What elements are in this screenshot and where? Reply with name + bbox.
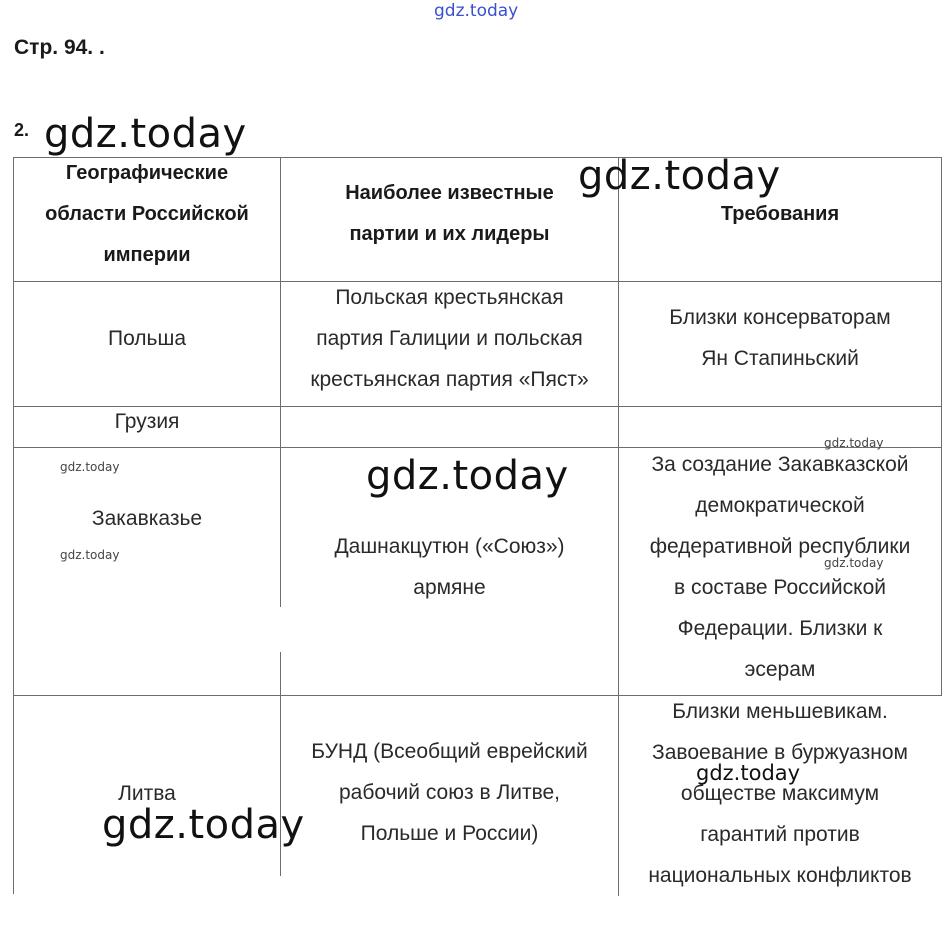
table-cell-region <box>14 317 280 359</box>
cell-line: Литва <box>118 781 176 805</box>
cell-line: Закавказье <box>91 506 203 530</box>
table-cell-parties <box>281 525 618 608</box>
header-line: Наиболее известные <box>345 182 554 204</box>
watermark: gdz.today <box>434 1 519 21</box>
page-label: Стр. 94. . <box>14 36 105 59</box>
cell-line: эсерам <box>744 658 816 681</box>
header-line: Географические <box>65 161 229 184</box>
header-line: Требования <box>720 202 840 225</box>
table-border-right <box>941 157 942 695</box>
watermark: gdz.today <box>696 761 801 785</box>
cell-line: демократической <box>695 494 865 517</box>
cell-line: федеративной республики <box>649 535 911 558</box>
task-number: 2. <box>14 120 30 140</box>
table-cell-region <box>14 400 280 442</box>
cell-line: Ян Стапиньский <box>701 346 859 370</box>
table-cell-demands <box>619 443 941 691</box>
cell-line: национальных конфликтов <box>648 864 912 887</box>
table-cell-region <box>14 497 280 539</box>
watermark: gdz.today <box>824 556 884 570</box>
table-cell-parties <box>281 730 618 854</box>
watermark: gdz.today <box>44 111 247 157</box>
cell-line: обществе максимум <box>680 782 880 805</box>
header-line: партии и их лидеры <box>349 223 550 245</box>
cell-line: Грузия <box>114 409 180 433</box>
cell-line: Близки консерваторам <box>669 305 891 329</box>
watermark: gdz.today <box>102 802 305 848</box>
watermark: gdz.today <box>60 548 120 562</box>
header-parties <box>281 172 618 256</box>
watermark: gdz.today <box>824 436 884 450</box>
cell-line: армяне <box>413 575 486 599</box>
table-cell-demands <box>619 690 941 897</box>
header-line: области Российской <box>45 202 249 225</box>
header-line: империи <box>103 243 191 266</box>
table-cell-parties <box>281 276 618 400</box>
cell-line: крестьянская партия «Пяст» <box>310 367 589 391</box>
cell-line: Польская крестьянская <box>335 285 564 309</box>
cell-line: Федерации. Близки к <box>677 617 883 640</box>
cell-line: в составе Российской <box>674 576 886 599</box>
watermark: gdz.today <box>366 453 569 499</box>
watermark: gdz.today <box>578 153 781 199</box>
table-cell-demands <box>619 296 941 379</box>
cell-line: партия Галиции и польская <box>316 326 583 350</box>
cell-line: гарантий против <box>700 823 860 846</box>
watermark: gdz.today <box>60 460 120 474</box>
header-regions <box>14 152 280 276</box>
header-demands <box>619 193 941 235</box>
cell-line: БУНД (Всеобщий еврейский <box>311 739 588 763</box>
cell-line: Польша <box>107 326 187 350</box>
cell-line: Дашнакцутюн («Союз») <box>334 534 565 558</box>
cell-line: Завоевание в буржуазном <box>652 741 908 764</box>
cell-line: Близки меньшевикам. <box>672 700 888 723</box>
cell-line: рабочий союз в Литве, <box>338 780 561 804</box>
cell-line: Польше и России) <box>360 821 539 845</box>
cell-line: За создание Закавказской <box>651 453 909 476</box>
